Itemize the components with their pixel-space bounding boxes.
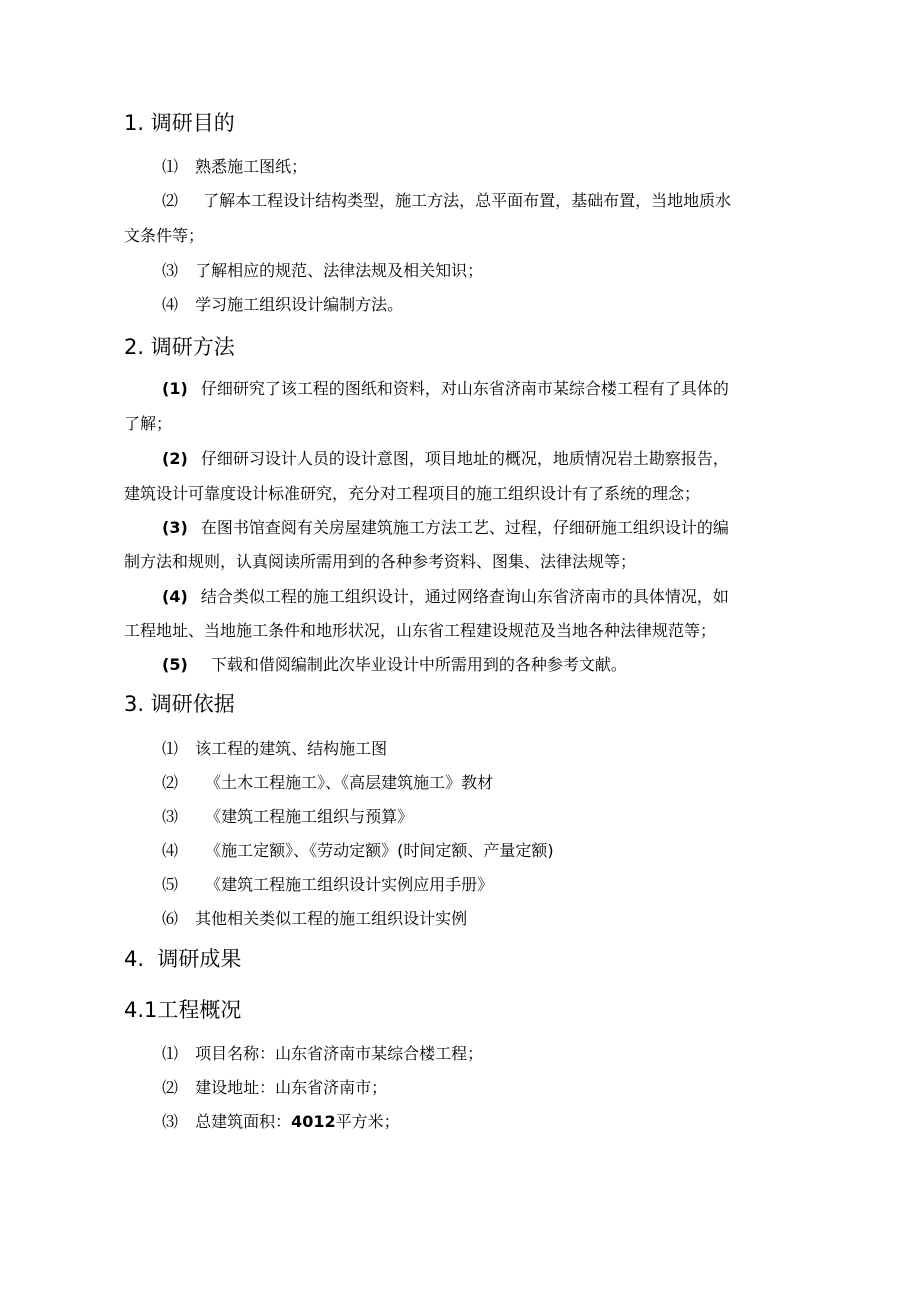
list-item bbox=[162, 589, 729, 605]
list-item bbox=[162, 1080, 387, 1096]
item-number: ⑶ bbox=[162, 1112, 179, 1131]
section-heading: 2. 调研方法 bbox=[124, 335, 235, 359]
list-item bbox=[162, 193, 731, 209]
item-number: ⑹ bbox=[162, 909, 179, 928]
item-text: 仔细研究了该工程的图纸和资料，对山东省济南市某综合楼工程有了具体的 bbox=[200, 379, 729, 398]
item-tail: 平方米； bbox=[335, 1112, 400, 1131]
section-heading: 3. 调研依据 bbox=[124, 692, 235, 716]
list-item bbox=[162, 809, 413, 825]
item-text: 熟悉施工图纸； bbox=[195, 157, 308, 176]
item-text: 仔细研习设计人员的设计意图，项目地址的概况，地质情况岩土勘察报告， bbox=[200, 449, 729, 468]
list-item-continuation: 制方法和规则，认真阅读所需用到的各种参考资料、图集、法律法规等； bbox=[124, 552, 637, 571]
section-heading: 4. 调研成果 bbox=[124, 947, 242, 971]
item-number: ⑵ bbox=[162, 1078, 179, 1097]
item-number: ⑴ bbox=[162, 157, 179, 176]
item-text: 《施工定额》、《劳动定额》(时间定额、产量定额) bbox=[205, 841, 554, 860]
list-item-continuation: 了解； bbox=[124, 414, 173, 433]
item-text: 总建筑面积： bbox=[195, 1112, 292, 1131]
list-item bbox=[162, 297, 403, 313]
list-item bbox=[162, 1046, 483, 1062]
item-number: ⑶ bbox=[162, 807, 179, 826]
list-item bbox=[162, 381, 729, 397]
list-item-continuation: 工程地址、当地施工条件和地形状况，山东省工程建设规范及当地各种法律规范等； bbox=[124, 621, 717, 640]
item-number: ⑴ bbox=[162, 1044, 179, 1063]
item-text: 该工程的建筑、结构施工图 bbox=[195, 739, 388, 758]
item-number: ⑵ bbox=[162, 773, 179, 792]
subsection-heading: 4.1工程概况 bbox=[124, 998, 242, 1022]
item-text: 《土木工程施工》、《高层建筑施工》教材 bbox=[205, 773, 494, 792]
item-text: 《建筑工程施工组织与预算》 bbox=[205, 807, 414, 826]
item-number: (5) bbox=[162, 655, 188, 674]
item-text: 了解相应的规范、法律法规及相关知识； bbox=[195, 261, 484, 280]
item-number: ⑷ bbox=[162, 841, 179, 860]
item-text: 其他相关类似工程的施工组织设计实例 bbox=[195, 909, 468, 928]
item-text: 项目名称：山东省济南市某综合楼工程； bbox=[195, 1044, 484, 1063]
list-item bbox=[162, 263, 483, 279]
item-text: 结合类似工程的施工组织设计，通过网络查询山东省济南市的具体情况，如 bbox=[200, 587, 729, 606]
list-item bbox=[162, 1114, 400, 1130]
list-item-continuation: 建筑设计可靠度设计标准研究，充分对工程项目的施工组织设计有了系统的理念； bbox=[124, 484, 701, 503]
item-number: ⑶ bbox=[162, 261, 179, 280]
item-text: 建设地址：山东省济南市； bbox=[195, 1078, 388, 1097]
list-item bbox=[162, 911, 467, 927]
item-value: 4012 bbox=[291, 1112, 336, 1131]
list-item bbox=[162, 741, 387, 757]
section-heading: 1. 调研目的 bbox=[124, 111, 235, 135]
list-item bbox=[162, 877, 493, 893]
item-number: (1) bbox=[162, 379, 188, 398]
item-number: ⑵ bbox=[162, 191, 179, 210]
item-number: ⑷ bbox=[162, 295, 179, 314]
list-item bbox=[162, 843, 554, 859]
list-item bbox=[162, 159, 307, 175]
list-item bbox=[162, 451, 729, 467]
list-item bbox=[162, 520, 729, 536]
item-text: 《建筑工程施工组织设计实例应用手册》 bbox=[205, 875, 494, 894]
item-number: ⑴ bbox=[162, 739, 179, 758]
item-text: 下载和借阅编制此次毕业设计中所需用到的各种参考文献。 bbox=[210, 655, 627, 674]
item-number: (4) bbox=[162, 587, 188, 606]
item-text: 了解本工程设计结构类型，施工方法，总平面布置，基础布置，当地地质水 bbox=[203, 191, 732, 210]
item-number: ⑸ bbox=[162, 875, 179, 894]
item-text: 在图书馆查阅有关房屋建筑施工方法工艺、过程，仔细研施工组织设计的编 bbox=[200, 518, 729, 537]
item-text: 学习施工组织设计编制方法。 bbox=[195, 295, 404, 314]
list-item-continuation: 文条件等； bbox=[124, 226, 205, 245]
list-item bbox=[162, 775, 493, 791]
list-item bbox=[162, 657, 627, 673]
item-number: (3) bbox=[162, 518, 188, 537]
item-number: (2) bbox=[162, 449, 188, 468]
